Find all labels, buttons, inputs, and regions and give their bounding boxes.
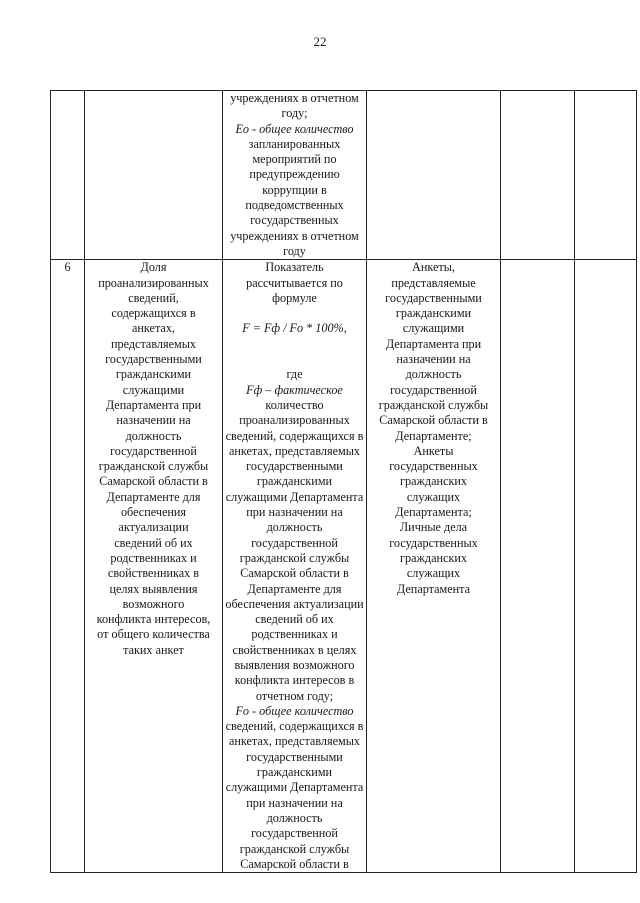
cell-number-empty xyxy=(51,91,85,260)
formula-text-line: анкетах, представляемых xyxy=(228,734,361,749)
formula-text-line: гражданскими xyxy=(256,765,333,780)
data-source-line: назначении на xyxy=(396,352,471,367)
formula-text-line: F = Fф / Fo * 100%, xyxy=(242,321,347,336)
formula-text-line xyxy=(225,352,364,367)
indicator-name-line: от общего количества xyxy=(97,627,210,642)
indicator-name-line: должность xyxy=(125,428,182,443)
indicator-name-line: таких анкет xyxy=(123,642,184,657)
formula-text-line: отчетном году; xyxy=(255,688,334,703)
indicator-name-line: Департамента при xyxy=(105,397,202,412)
indicator-name-line: государственной xyxy=(110,443,197,458)
data-sources xyxy=(367,260,501,873)
indicator-name-line: государственными xyxy=(105,352,202,367)
formula-text-line: Самарской области в xyxy=(240,566,349,581)
cell-extra-empty-3 xyxy=(501,260,575,873)
formula-text-line: Департаменте для xyxy=(247,581,342,596)
formula-text-line: Ео - общее количество xyxy=(235,121,354,136)
formula-text-line: государственной xyxy=(251,826,338,841)
cell-formula-continued xyxy=(223,91,367,260)
data-source-line: гражданской службы xyxy=(378,397,489,412)
indicator-name-line: сведений об их xyxy=(114,535,193,550)
formula-text-line: Самарской области в xyxy=(240,856,349,871)
formula-text-line: году xyxy=(283,243,306,258)
data-source-line: служащими xyxy=(402,321,465,336)
indicator-name-line: сведений, xyxy=(128,290,179,305)
formula-text-line: государственными xyxy=(246,459,343,474)
formula-text-line: учреждениях в отчетном xyxy=(230,91,359,105)
formula-text-line: государственных xyxy=(250,213,339,228)
indicator-name-line: проанализированных xyxy=(98,275,209,290)
formula-text-line: Показатель xyxy=(265,260,324,275)
data-source-line: государственных xyxy=(389,459,478,474)
data-source-line: государственных xyxy=(389,535,478,550)
data-source-line: Анкеты xyxy=(413,443,454,458)
row-number: 6 xyxy=(51,260,85,873)
indicator-name-line: актуализации xyxy=(118,520,189,535)
formula-text-line: государственными xyxy=(246,749,343,764)
data-source-line: гражданских xyxy=(399,474,467,489)
page-number: 22 xyxy=(313,34,327,49)
formula-text-line: гражданскими xyxy=(256,474,333,489)
indicator-name-line: назначении на xyxy=(116,413,191,428)
formula-text-line: количество xyxy=(265,397,324,412)
formula-text-line: рассчитывается по xyxy=(246,275,343,290)
indicator-name-line: Департаменте для xyxy=(106,489,201,504)
cell-extra-empty-4 xyxy=(575,260,637,873)
formula-text-line: конфликта интересов в xyxy=(234,673,355,688)
formula-text-line: гражданской службы xyxy=(239,841,350,856)
formula-text-line: подведомственных xyxy=(245,198,344,213)
data-source-line: гражданскими xyxy=(395,306,472,321)
data-source-line: Департамента при xyxy=(385,336,482,351)
data-source-line: служащих xyxy=(406,489,461,504)
cell-source-empty xyxy=(367,91,501,260)
indicator-name-line: гражданской службы xyxy=(98,459,209,474)
indicator-name-line: служащими xyxy=(122,382,185,397)
formula-text-line: должность xyxy=(266,520,323,535)
data-source-line: Департамента xyxy=(396,581,471,596)
formula-text-line: формуле xyxy=(272,290,317,305)
indicator-name-line: обеспечения xyxy=(120,505,187,520)
indicator-name-line: целях выявления xyxy=(109,581,198,596)
formula-text-line xyxy=(225,337,364,352)
formula-text-line: гражданской службы xyxy=(239,550,350,565)
data-source-line: Департамента; xyxy=(395,505,472,520)
indicator-name-line: свойственниках в xyxy=(107,566,200,581)
indicator-name-line: содержащихся в xyxy=(111,306,196,321)
data-source-line: должность xyxy=(405,367,462,382)
formula-text-line: сведений, содержащихся в xyxy=(225,719,364,734)
formula-text-line: обеспечения актуализации xyxy=(225,596,364,611)
formula-text-line: свойственниках в целях xyxy=(232,642,357,657)
data-source-line: служащих xyxy=(406,566,461,581)
indicator-name-line: Самарской области в xyxy=(99,474,208,489)
indicator-name xyxy=(85,260,223,873)
formula-text-line: мероприятий по xyxy=(252,152,337,167)
formula-text-line: году; xyxy=(281,106,308,121)
formula-text-line: Fо - общее количество xyxy=(235,703,354,718)
formula-text-line: родственниках и xyxy=(251,627,338,642)
indicator-name-line: возможного xyxy=(122,596,185,611)
cell-name-empty xyxy=(85,91,223,260)
data-source-line: гражданских xyxy=(399,550,467,565)
indicators-table xyxy=(50,90,637,873)
formula-text-line: где xyxy=(286,367,303,382)
formula-text-line: при назначении на xyxy=(246,795,343,810)
formula-text-line: запланированных xyxy=(248,136,341,151)
table-row-6 xyxy=(51,260,637,873)
cell-extra-empty-1 xyxy=(501,91,575,260)
formula-text-line: сведений об их xyxy=(255,612,334,627)
table-row-continued xyxy=(51,91,637,260)
formula-text-line: Fф – фактическое xyxy=(246,382,343,397)
formula-text-line: служащими Департамента xyxy=(225,780,364,795)
indicator-name-line: родственниках и xyxy=(110,550,197,565)
indicator-name-line: анкетах, xyxy=(132,321,175,336)
indicator-name-line: Доля xyxy=(140,260,167,275)
data-source-line: государственной xyxy=(390,382,477,397)
formula-text-line: при назначении на xyxy=(246,505,343,520)
formula-text-line: коррупции в xyxy=(262,182,327,197)
cell-extra-empty-2 xyxy=(575,91,637,260)
formula-text-line: государственной xyxy=(251,535,338,550)
formula-text-line: проанализированных xyxy=(239,413,350,428)
formula-text-line: сведений, содержащихся в xyxy=(225,428,364,443)
formula-text-line: служащими Департамента xyxy=(225,489,364,504)
indicator-name-line: конфликта интересов, xyxy=(96,612,211,627)
formula-text-line: предупреждению xyxy=(249,167,340,182)
formula-text-line: должность xyxy=(266,810,323,825)
formula-text-line: учреждениях в отчетном xyxy=(230,228,359,243)
data-source-line: Самарской области в xyxy=(379,413,488,428)
indicator-name-line: представляемых xyxy=(110,336,197,351)
formula-text-line: анкетах, представляемых xyxy=(228,443,361,458)
data-source-line: Департаменте; xyxy=(395,428,472,443)
data-source-line: представляемые xyxy=(391,275,476,290)
indicator-name-line: гражданскими xyxy=(115,367,192,382)
formula-text-line xyxy=(225,306,364,321)
data-source-line: государственными xyxy=(385,290,482,305)
formula-text-line: выявления возможного xyxy=(234,657,355,672)
data-source-line: Личные дела xyxy=(399,520,468,535)
data-source-line: Анкеты, xyxy=(412,260,455,275)
calculation-method xyxy=(223,260,367,873)
